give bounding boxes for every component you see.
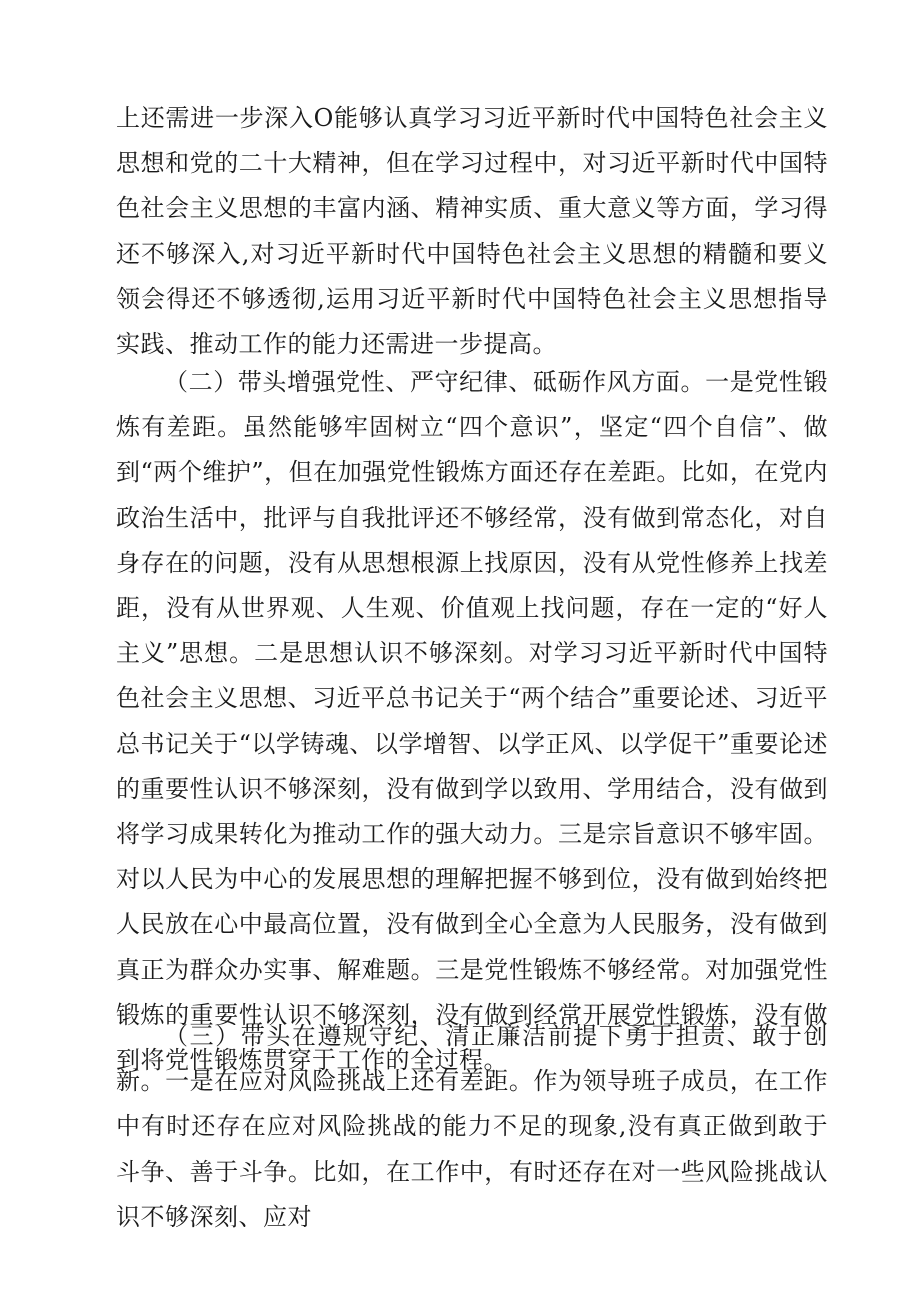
paragraph-section-3	[116, 1014, 828, 1240]
paragraph-continued	[116, 96, 828, 367]
paragraph-1-text: 上还需进一步深入O能够认真学习习近平新时代中国特色社会主义思想和党的二十大精神，但在学习过程中，对习近平新时代中国特色社会主义思想的丰富内涵、精神实质、重大意义等方面，学习得还不够深入,对习近平新时代中国特色社会主义思想的精髓和要义领会得还不够透彻,运用习近平新时代中国特色社会主义思想指导实践、推动工作的能力还需进一步提高。	[116, 104, 828, 359]
paragraph-section-2	[116, 360, 828, 1083]
paragraph-2-text: （二）带头增强党性、严守纪律、砥砺作风方面。一是党性锻炼有差距。虽然能够牢固树立“四个意识”，坚定“四个自信”、做到“两个维护”，但在加强党性锻炼方面还存在差距。比如，在党内政治生活中，批评与自我批评还不够经常，没有做到常态化，对自身存在的问题，没有从思想根源上找原因，没有从党性修养上找差距，没有从世界观、人生观、价值观上找问题，存在一定的“好人主义”思想。二是思想认识不够深刻。对学习习近平新时代中国特色社会主义思想、习近平总书记关于“两个结合”重要论述、习近平总书记关于“以学铸魂、以学增智、以学正风、以学促干”重要论述的重要性认识不够深刻，没有做到学以致用、学用结合，没有做到将学习成果转化为推动工作的强大动力。三是宗旨意识不够牢固。对以人民为中心的发展思想的理解把握不够到位，没有做到始终把人民放在心中最高位置，没有做到全心全意为人民服务，没有做到真正为群众办实事、解难题。三是党性锻炼不够经常。对加强党性锻炼的重要性认识不够深刻，没有做到经常开展党性锻炼，没有做到将党性锻炼贯穿于工作的全过程。	[116, 368, 828, 1075]
paragraph-3-text: （三）带头在遵规守纪、清正廉洁前提下勇于担责、敢于创新。一是在应对风险挑战上还有差距。作为领导班子成员，在工作中有时还存在应对风险挑战的能力不足的现象,没有真正做到敢于斗争、善于斗争。比如，在工作中，有时还存在对一些风险挑战认识不够深刻、应对	[116, 1022, 828, 1231]
